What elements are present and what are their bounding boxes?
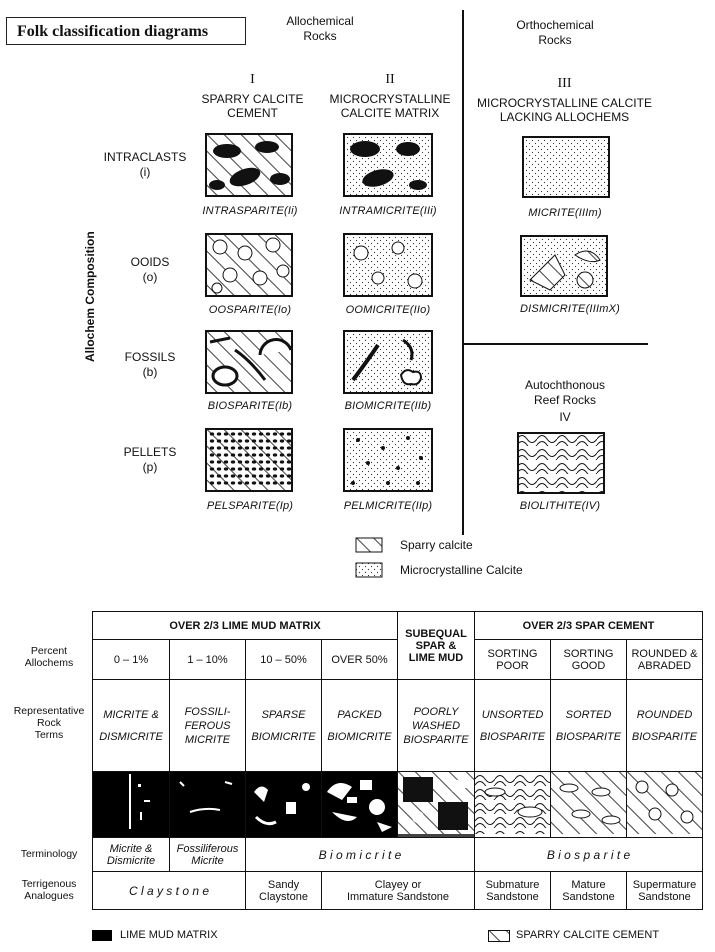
orthochemical-header: Orthochemical Rocks — [516, 18, 594, 47]
allochemical-header: Allochemical Rocks — [286, 14, 354, 43]
percent-cell: SORTING GOOD — [551, 640, 627, 680]
micro-legend-label: Microcrystalline Calcite — [400, 563, 523, 577]
pelsparite-texture — [205, 428, 293, 492]
oomicrite-caption: OOMICRITE(IIo) — [345, 304, 431, 316]
percent-cell: ROUNDED & ABRADED — [627, 640, 703, 680]
percent-cell: 10 – 50% — [246, 640, 322, 680]
oosparite-texture — [205, 233, 293, 297]
row-label-pellets: PELLETS (p) — [123, 445, 177, 474]
spar-legend-label: SPARRY CALCITE CEMENT — [516, 929, 660, 941]
term-cell: FOSSILI- FEROUS MICRITE — [170, 680, 246, 772]
submature-cell: Submature Sandstone — [475, 872, 551, 910]
percent-cell: OVER 50% — [322, 640, 398, 680]
texture-cell — [93, 772, 170, 838]
spar-legend-swatch — [488, 930, 510, 942]
micro-legend-swatch — [355, 562, 383, 578]
biolithite-texture — [517, 432, 605, 494]
lime-mud-header: OVER 2/3 LIME MUD MATRIX — [93, 612, 398, 640]
col1-header: I SPARRY CALCITE CEMENT — [201, 72, 304, 120]
dismicrite-caption: DISMICRITE(IIImX) — [520, 303, 620, 315]
pelmicrite-caption: PELMICRITE(IIp) — [343, 500, 433, 512]
biosparite-texture — [205, 330, 293, 394]
subequal-header: SUBEQUAL SPAR & LIME MUD — [398, 612, 475, 680]
mature-cell: Mature Sandstone — [551, 872, 627, 910]
terminology-label: Terminology — [20, 848, 78, 860]
oomicrite-texture — [343, 233, 433, 297]
term-cell: UNSORTED BIOSPARITE — [475, 680, 551, 772]
spar-header: OVER 2/3 SPAR CEMENT — [475, 612, 703, 640]
terminology-cell: Fossiliferous Micrite — [170, 838, 246, 872]
lime-mud-legend-label: LIME MUD MATRIX — [120, 929, 218, 941]
sparry-legend-swatch — [355, 537, 383, 553]
biomicrite-texture — [343, 330, 433, 394]
supermature-cell: Supermature Sandstone — [627, 872, 703, 910]
texture-cell — [398, 772, 475, 838]
percent-cell: 1 – 10% — [170, 640, 246, 680]
term-cell: MICRITE & DISMICRITE — [93, 680, 170, 772]
biomicrite-terminology: B i o m i c r i t e — [246, 838, 475, 872]
percent-cell: 0 – 1% — [93, 640, 170, 680]
sparry-legend-label: Sparry calcite — [400, 538, 473, 552]
diagram-title: Folk classification diagrams — [6, 17, 246, 45]
term-cell: POORLY WASHED BIOSPARITE — [398, 680, 475, 772]
micrite-caption: MICRITE(IIIm) — [528, 207, 602, 219]
texture-cell — [627, 772, 703, 838]
biosparite-caption: BIOSPARITE(Ib) — [207, 400, 293, 412]
biosparite-terminology: B i o s p a r i t e — [475, 838, 703, 872]
row-label-fossils: FOSSILS (b) — [124, 350, 176, 379]
intramicrite-caption: INTRAMICRITE(IIi) — [339, 205, 437, 217]
term-cell: SPARSE BIOMICRITE — [246, 680, 322, 772]
col2-header: II MICROCRYSTALLINE CALCITE MATRIX — [329, 72, 451, 120]
reef-divider — [462, 343, 648, 345]
allochem-composition-label: Allochem Composition — [83, 231, 97, 362]
biomicrite-caption: BIOMICRITE(IIb) — [344, 400, 432, 412]
intrasparite-caption: INTRASPARITE(Ii) — [202, 205, 298, 217]
row-label-intraclasts: INTRACLASTS (i) — [103, 150, 187, 179]
term-cell: PACKED BIOMICRITE — [322, 680, 398, 772]
reef-label: Autochthonous Reef Rocks IV — [524, 378, 606, 424]
terrigenous-label: Terrigenous Analogues — [21, 878, 77, 902]
rock-terms-label: Representative Rock Terms — [13, 705, 85, 741]
oosparite-caption: OOSPARITE(Io) — [208, 304, 292, 316]
clayey-cell: Clayey or Immature Sandstone — [322, 872, 475, 910]
micrite-texture — [522, 136, 610, 198]
lime-mud-legend-swatch — [92, 930, 112, 941]
pelmicrite-texture — [343, 428, 433, 492]
term-cell: ROUNDED BIOSPARITE — [627, 680, 703, 772]
intrasparite-texture — [205, 133, 293, 197]
claystone-cell: C l a y s t o n e — [93, 872, 246, 910]
texture-cell — [475, 772, 551, 838]
texture-cell — [170, 772, 246, 838]
biolithite-caption: BIOLITHITE(IV) — [519, 500, 601, 512]
percent-allochems-label: Percent Allochems — [24, 645, 74, 669]
pelsparite-caption: PELSPARITE(Ip) — [206, 500, 294, 512]
terminology-cell: Micrite & Dismicrite — [93, 838, 170, 872]
sandy-claystone-cell: Sandy Claystone — [246, 872, 322, 910]
texture-cell — [551, 772, 627, 838]
texture-cell — [246, 772, 322, 838]
classification-table — [92, 611, 703, 910]
term-cell: SORTED BIOSPARITE — [551, 680, 627, 772]
percent-cell: SORTING POOR — [475, 640, 551, 680]
col3-header: III MICROCRYSTALLINE CALCITE LACKING ALLOCHEMS — [477, 76, 652, 124]
intramicrite-texture — [343, 133, 433, 197]
dismicrite-texture — [520, 235, 608, 297]
texture-cell — [322, 772, 398, 838]
row-label-ooids: OOIDS (o) — [130, 255, 170, 284]
